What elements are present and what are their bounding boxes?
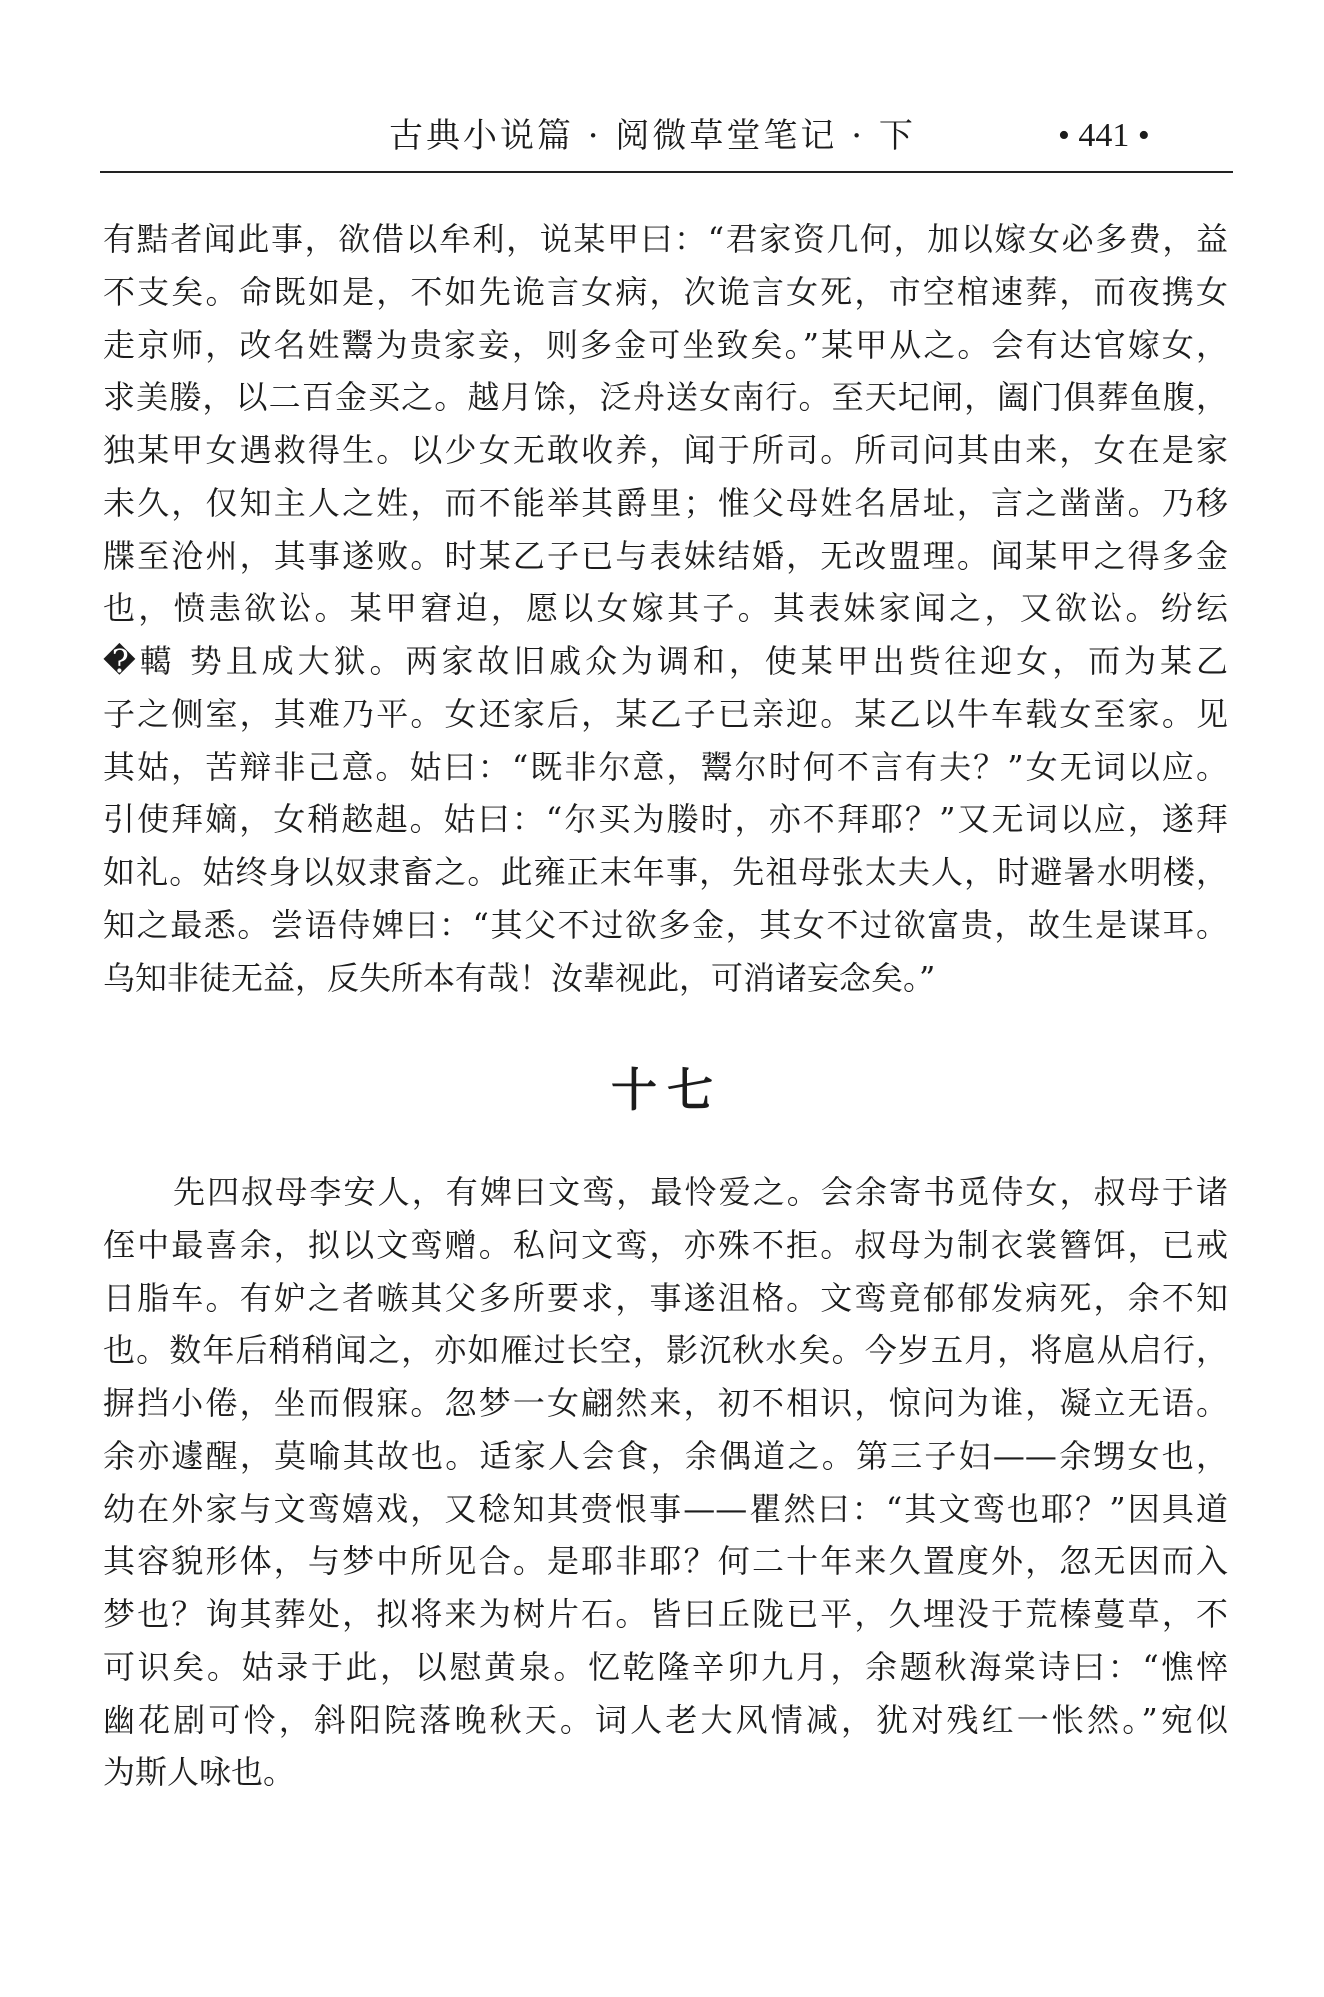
text-line: 如礼。姑终身以奴隶畜之。此雍正末年事，先祖母张太夫人，时避暑水明楼， (103, 853, 1228, 891)
section-heading: 十七 (611, 1063, 723, 1117)
text-line: 知之最悉。尝语侍婢曰：“其父不过欲多金，其女不过欲富贵，故生是谋耳。 (103, 905, 1228, 944)
text-line: 其姑，苦辩非己意。姑曰：“既非尔意，鬻尔时何不言有夫？”女无词以应。 (103, 747, 1228, 786)
text-line: �轕 势且成大狱。两家故旧戚众为调和，使某甲出赀往迎女，而为某乙 (103, 642, 1228, 680)
text-line: 子之侧室，其难乃平。女还家后，某乙子已亲迎。某乙以牛车载女至家。见 (103, 694, 1228, 733)
text-line: 不支矣。命既如是，不如先诡言女病，次诡言女死，市空棺速葬，而夜携女 (103, 272, 1228, 311)
text-line: 为斯人咏也。 (103, 1753, 296, 1792)
text-line: 幼在外家与文鸾嬉戏，又稔知其赍恨事——瞿然曰：“其文鸾也耶？”因具道 (103, 1489, 1228, 1528)
continued-passage (103, 213, 1228, 1004)
text-line: 先四叔母李安人，有婢曰文鸾，最怜爱之。会余寄书觅侍女，叔母于诸 (173, 1173, 1228, 1211)
text-line: 走京师，改名姓鬻为贵家妾，则多金可坐致矣。”某甲从之。会有达官嫁女， (103, 325, 1228, 364)
text-line: 也，愤恚欲讼。某甲窘迫，愿以女嫁其子。其表妹家闻之，又欲讼。纷纭 (103, 589, 1228, 628)
text-line: 有黠者闻此事，欲借以牟利，说某甲曰：“君家资几何，加以嫁女必多费，益 (103, 220, 1228, 258)
text-line: 梦也？询其葬处，拟将来为树片石。皆曰丘陇已平，久埋没于荒榛蔓草，不 (103, 1595, 1228, 1633)
text-line: 未久，仅知主人之姓，而不能举其爵里；惟父母姓名居址，言之凿凿。乃移 (103, 483, 1228, 522)
header-rule (100, 171, 1233, 173)
text-line: 余亦遽醒，莫喻其故也。适家人会食，余偶道之。第三子妇——余甥女也， (103, 1436, 1228, 1475)
text-line: 牒至沧州，其事遂败。时某乙子已与表妹结婚，无改盟理。闻某甲之得多金 (103, 536, 1228, 575)
text-line: 引使拜嫡，女稍趑趄。姑曰：“尔买为媵时，亦不拜耶？”又无词以应，遂拜 (103, 800, 1228, 839)
text-line: 求美媵，以二百金买之。越月馀，泛舟送女南行。至天圮闸，阖门俱葬鱼腹， (103, 378, 1228, 417)
text-line: 可识矣。姑录于此，以慰黄泉。忆乾隆辛卯九月，余题秋海棠诗曰：“憔悴 (103, 1647, 1228, 1686)
text-line: 日脂车。有妒之者嗾其父多所要求，事遂沮格。文鸾竟郁郁发病死，余不知 (103, 1278, 1228, 1317)
text-line: 其容貌形体，与梦中所见合。是耶非耶？何二十年来久置度外，忽无因而入 (103, 1542, 1228, 1581)
text-line: 乌知非徒无益，反失所本有哉！汝辈视此，可消诸妄念矣。” (103, 958, 936, 997)
text-line: 独某甲女遇救得生。以少女无敢收养，闻于所司。所司问其由来，女在是家 (103, 431, 1228, 469)
text-line: 幽花剧可怜，斜阳院落晚秋天。词人老大风情减，犹对残红一怅然。”宛似 (103, 1700, 1228, 1739)
section-body (103, 1166, 1228, 1799)
text-line: 摒挡小倦，坐而假寐。忽梦一女翩然来，初不相识，惊问为谁，凝立无语。 (103, 1384, 1228, 1422)
running-title: 古典小说篇 · 阅微草堂笔记 · 下 (389, 116, 916, 156)
text-line: 也。数年后稍稍闻之，亦如雁过长空，影沉秋水矣。今岁五月，将扈从启行， (103, 1331, 1228, 1370)
page-number: • 441 • (1058, 117, 1150, 154)
text-line: 侄中最喜余，拟以文鸾赠。私问文鸾，亦殊不拒。叔母为制衣裳簪饵，已戒 (103, 1225, 1228, 1264)
